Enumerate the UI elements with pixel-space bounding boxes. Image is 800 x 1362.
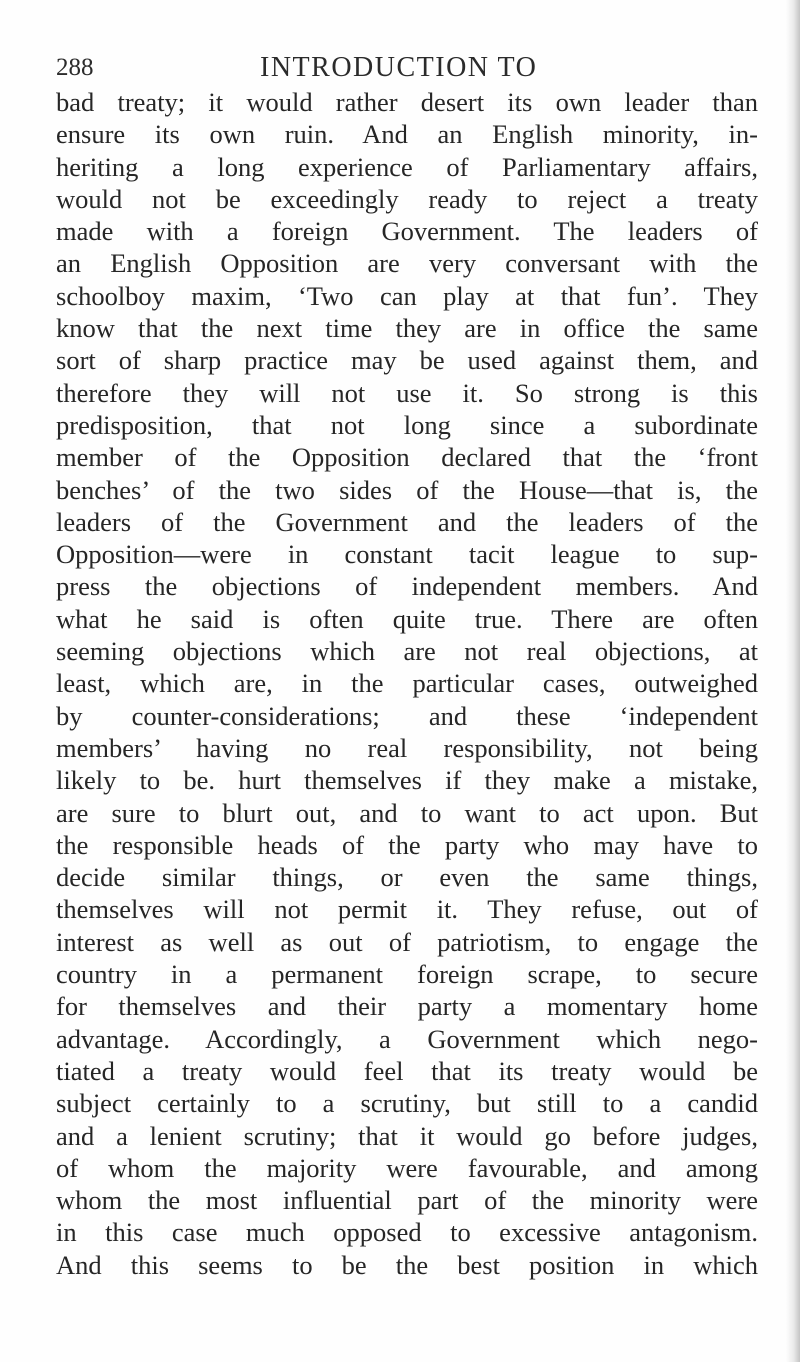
text-line: decide similar things, or even the same things, bbox=[56, 862, 758, 893]
text-line: bad treaty; it would rather desert its own leader than bbox=[56, 87, 758, 117]
text-line: likely to be. hurt themselves if they make a mistake, bbox=[56, 765, 758, 796]
page-number: 288 bbox=[56, 54, 94, 81]
text-line: members’ having no real responsibility, not being bbox=[56, 732, 758, 763]
text-line: what he said is often quite true. There are often bbox=[56, 603, 758, 634]
text-line: seeming objections which are not real objections, at bbox=[56, 636, 758, 667]
text-line: member of the Opposition declared that the ‘front bbox=[56, 442, 758, 473]
text-line: the responsible heads of the party who may have to bbox=[56, 829, 758, 860]
running-head: INTRODUCTION TO bbox=[260, 52, 538, 83]
body-text bbox=[56, 86, 758, 1281]
text-line: country in a permanent foreign scrape, to secure bbox=[56, 959, 758, 990]
text-line: Opposition—were in constant tacit league to sup- bbox=[56, 539, 758, 570]
page-edge-shadow bbox=[786, 0, 800, 1362]
text-line: made with a foreign Government. The leaders of bbox=[56, 216, 758, 247]
text-line: sort of sharp practice may be used against them, and bbox=[56, 345, 758, 376]
text-line: by counter-considerations; and these ‘independent bbox=[56, 700, 758, 731]
text-line: are sure to blurt out, and to want to act upon. But bbox=[56, 797, 758, 828]
text-line: an English Opposition are very conversant with the bbox=[56, 248, 758, 279]
text-line: interest as well as out of patriotism, to engage the bbox=[56, 926, 758, 957]
text-line: press the objections of independent members. And bbox=[56, 571, 758, 602]
text-line: schoolboy maxim, ‘Two can play at that fun’. They bbox=[56, 280, 758, 311]
text-line: tiated a treaty would feel that its treaty would be bbox=[56, 1055, 758, 1086]
text-line: for themselves and their party a momentary home bbox=[56, 991, 758, 1022]
text-line: subject certainly to a scrutiny, but still to a candid bbox=[56, 1088, 758, 1119]
text-line: least, which are, in the particular cases, outweighed bbox=[56, 668, 758, 699]
text-line: would not be exceedingly ready to reject a treaty bbox=[56, 183, 758, 214]
text-line: advantage. Accordingly, a Government which nego- bbox=[56, 1023, 758, 1054]
text-line: know that the next time they are in office the same bbox=[56, 313, 758, 344]
text-line: whom the most influential part of the minority were bbox=[56, 1185, 758, 1216]
text-line: benches’ of the two sides of the House—that is, the bbox=[56, 474, 758, 505]
text-line: predisposition, that not long since a subordinate bbox=[56, 409, 758, 440]
text-line: and a lenient scrutiny; that it would go before judges, bbox=[56, 1120, 758, 1151]
text-line: therefore they will not use it. So strong is this bbox=[56, 377, 758, 408]
text-line: heriting a long experience of Parliamentary affairs, bbox=[56, 151, 758, 182]
text-line: of whom the majority were favourable, and among bbox=[56, 1152, 758, 1183]
text-line: leaders of the Government and the leaders of the bbox=[56, 506, 758, 537]
text-line: themselves will not permit it. They refuse, out of bbox=[56, 894, 758, 925]
text-line: ensure its own ruin. And an English minority, in- bbox=[56, 119, 758, 150]
text-line: in this case much opposed to excessive antagonism. bbox=[56, 1217, 758, 1248]
text-line: And this seems to be the best position in which bbox=[56, 1249, 758, 1280]
